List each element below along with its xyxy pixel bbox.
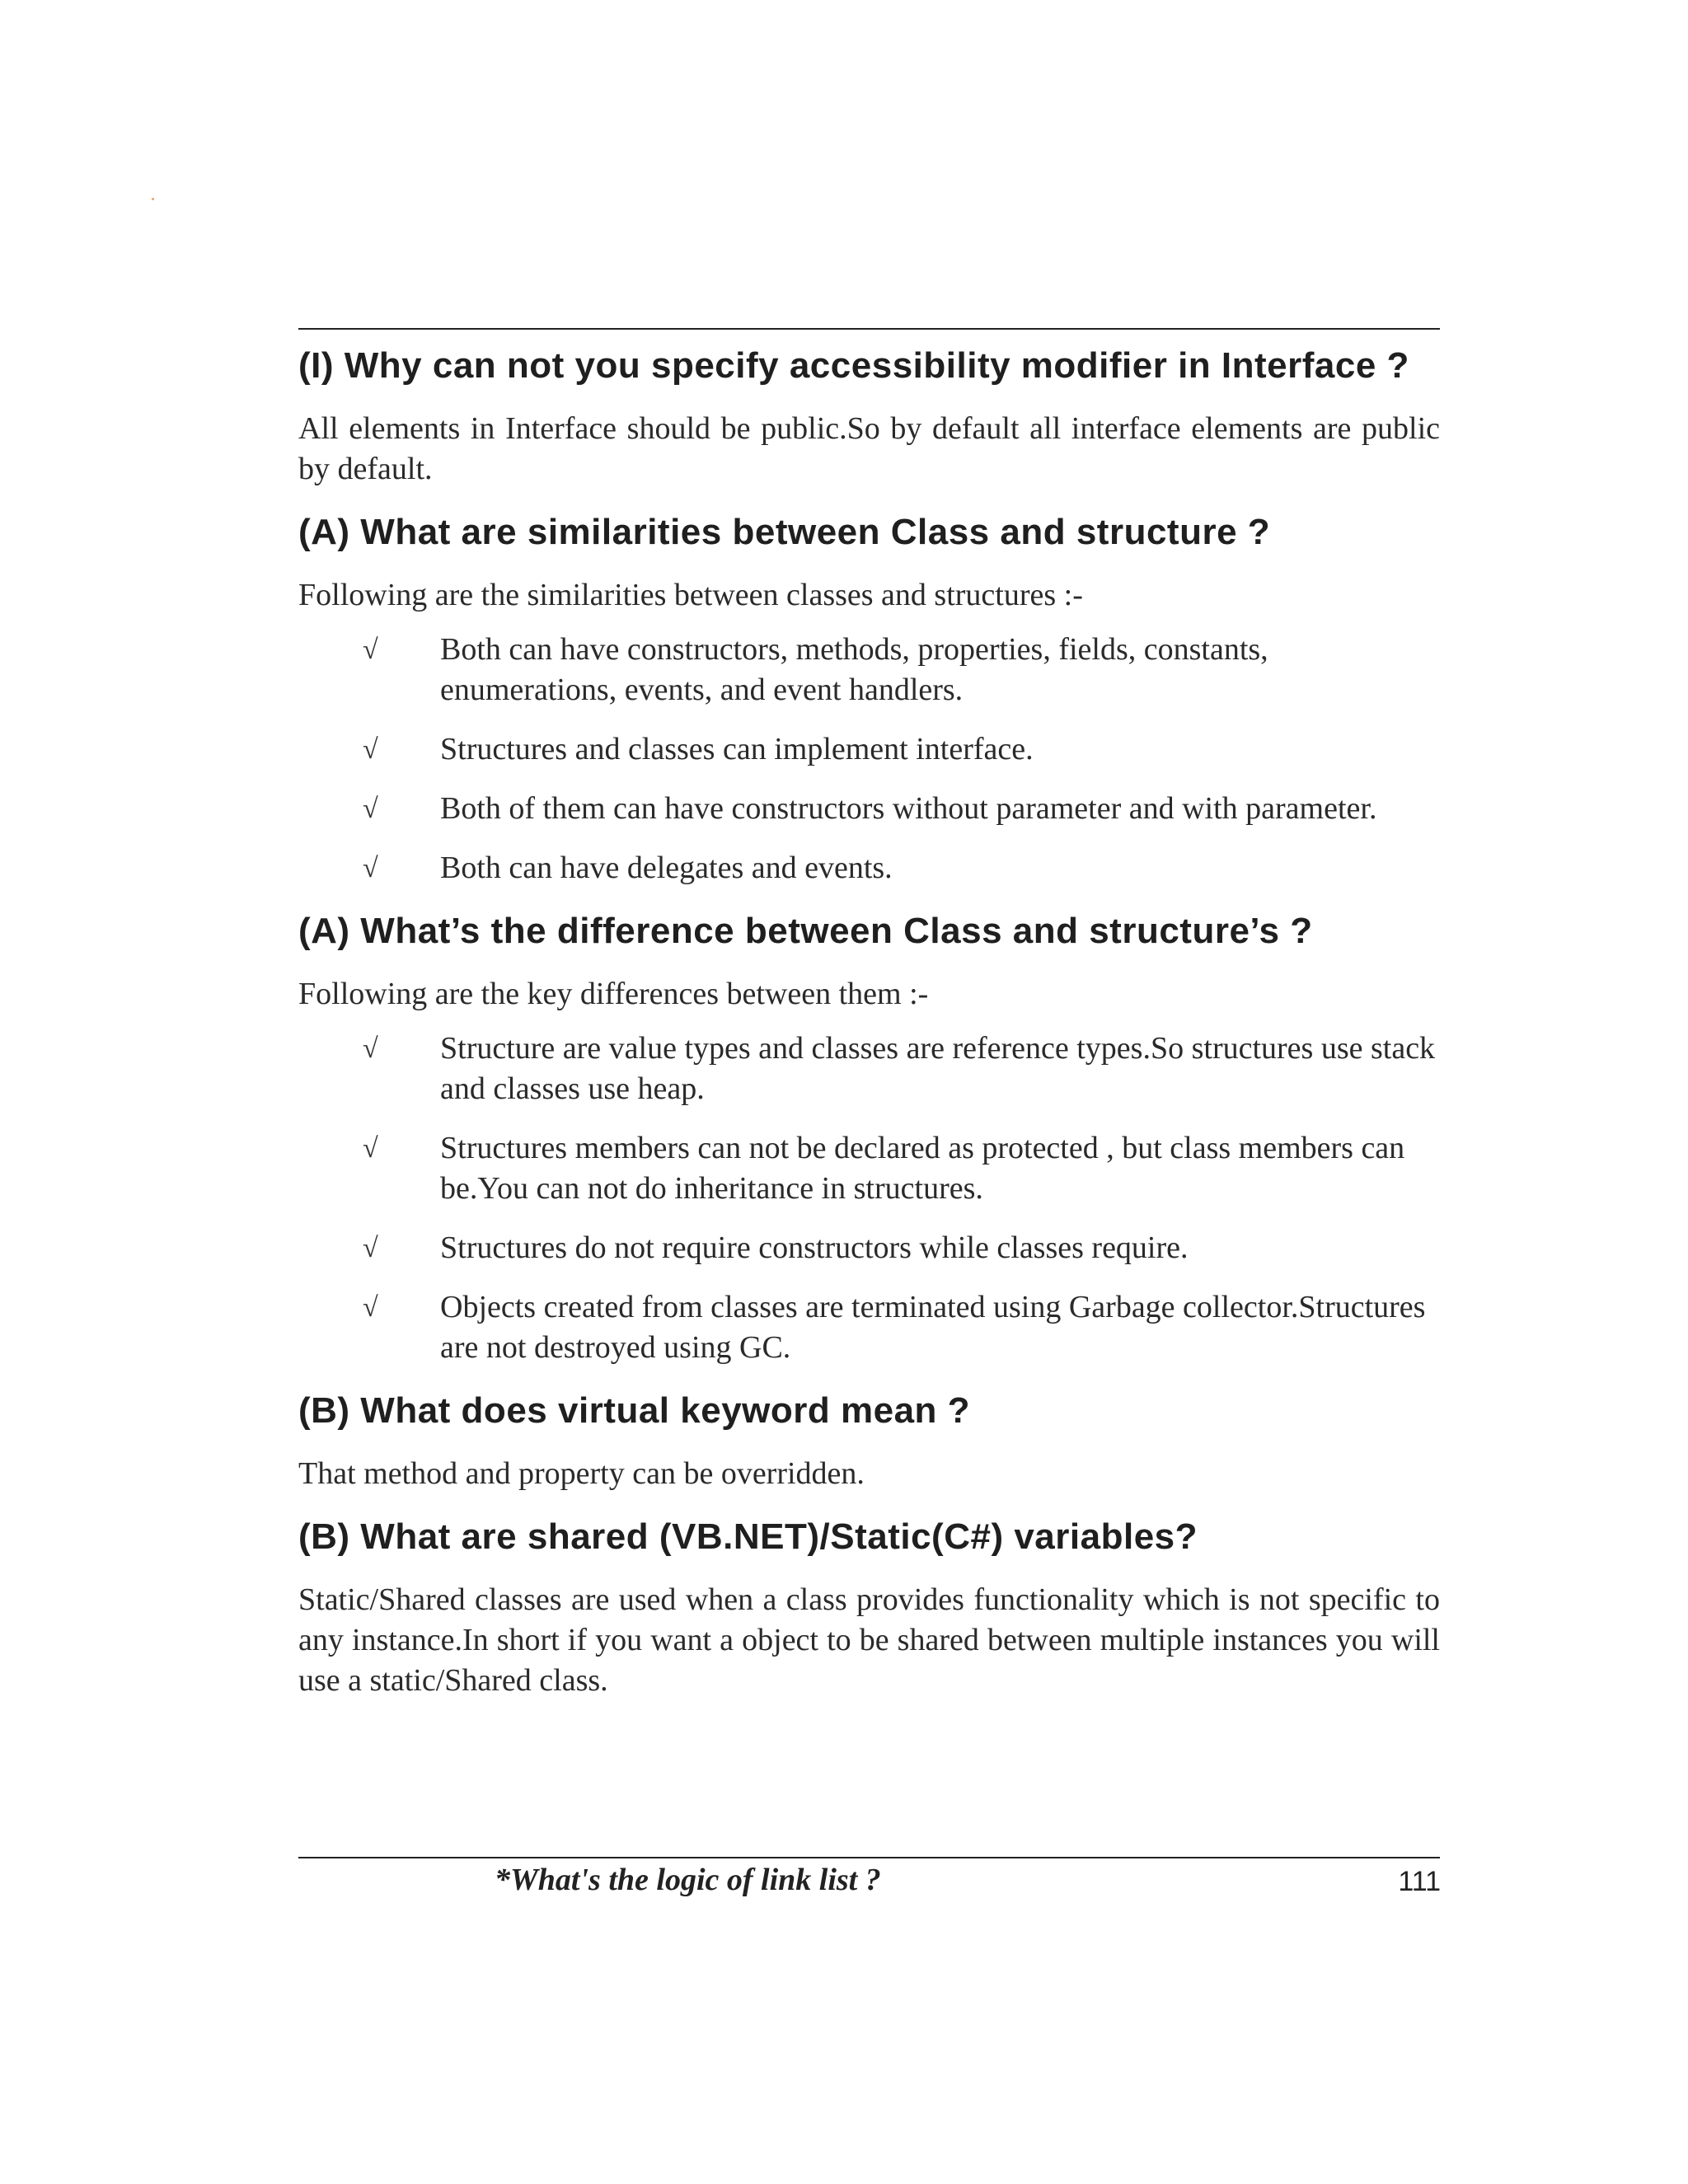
footer-note: *What's the logic of link list ? [495, 1863, 881, 1897]
section-body: That method and property can be overridden. [298, 1456, 865, 1491]
section-heading: (A) What are similarities between Class and structure ? [298, 512, 1271, 552]
check-icon: √ [363, 635, 378, 665]
section-intro: Following are the key differences between them :- [298, 977, 929, 1011]
list-item [298, 789, 1440, 829]
list-item [298, 1029, 1440, 1109]
list-item [298, 848, 1440, 888]
page-content [298, 336, 1440, 1701]
list-item-text: Both can have constructors, methods, properties, fields, constants, enumerations, events, and event handlers. [440, 632, 1268, 707]
section-intro: Following are the similarities between classes and structures :- [298, 578, 1083, 612]
list-item-text: Structures and classes can implement interface. [440, 732, 1034, 766]
list-item-text: Both can have delegates and events. [440, 851, 893, 885]
bullet-list [298, 630, 1440, 888]
bottom-rule [298, 1857, 1440, 1858]
section-heading: (B) What does virtual keyword mean ? [298, 1390, 971, 1431]
check-icon: √ [363, 1292, 378, 1323]
check-icon: √ [363, 794, 378, 824]
section-body: Static/Shared classes are used when a class provides functionality which is not specific to any instance.In short if you want a object to be shared between multiple instances you will use a static/Shared class. [298, 1582, 1440, 1698]
bullet-list [298, 1029, 1440, 1368]
section-heading: (A) What’s the difference between Class and structure’s ? [298, 911, 1313, 951]
list-item-text: Structure are value types and classes are reference types.So structures use stack and classes use heap. [440, 1031, 1436, 1106]
check-icon: √ [363, 1133, 378, 1164]
list-item-text: Structures do not require constructors while classes require. [440, 1230, 1189, 1265]
list-item [298, 630, 1440, 710]
page-number: 111 [1398, 1866, 1441, 1897]
list-item-text: Both of them can have constructors without parameter and with parameter. [440, 791, 1377, 826]
list-item-text: Structures members can not be declared as protected , but class members can be.You can not do inheritance in structures. [440, 1131, 1405, 1206]
check-icon: √ [363, 1233, 378, 1263]
check-icon: √ [363, 734, 378, 765]
section-heading: (B) What are shared (VB.NET)/Static(C#) variables? [298, 1516, 1198, 1557]
list-item-text: Objects created from classes are terminated using Garbage collector.Structures are not destroyed using GC. [440, 1290, 1426, 1365]
list-item [298, 729, 1440, 770]
list-item [298, 1287, 1440, 1368]
list-item [298, 1128, 1440, 1209]
stray-mark [152, 198, 154, 200]
list-item [298, 1228, 1440, 1268]
top-rule [298, 328, 1440, 330]
section-body: All elements in Interface should be public.So by default all interface elements are public by default. [298, 411, 1440, 486]
check-icon: √ [363, 853, 378, 883]
section-heading: (I) Why can not you specify accessibility modifier in Interface ? [298, 345, 1409, 386]
check-icon: √ [363, 1033, 378, 1064]
